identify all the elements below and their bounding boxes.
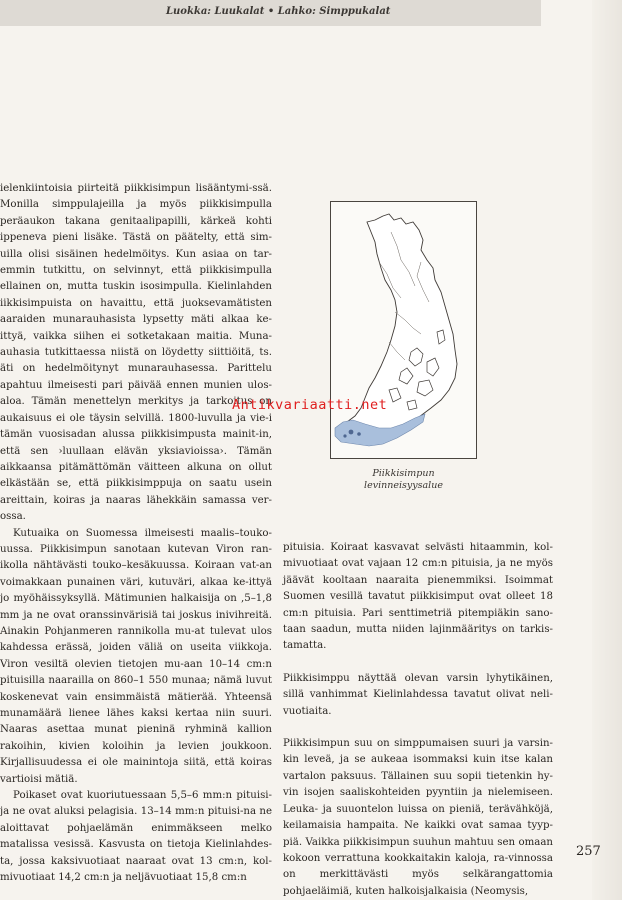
- finland-map-graphic: [331, 202, 476, 458]
- paragraph: Piikkisimppu näyttää olevan varsin lyhytikäinen, sillä vanhimmat Kielinlahdessa tavatut olivat neli-vuotiaita.: [283, 672, 553, 717]
- right-text-column: [283, 540, 553, 900]
- page-edge: [592, 0, 622, 900]
- paragraph: pituisia. Koiraat kasvavat selvästi hitaammin, kol-mivuotiaat ovat vajaan 12 cm:n pituisia, ja ne myös jäävät kooltaan naaraita pienemmiksi. Isoimmat Suomen vesillä tavatut piikkisimput ovat olleet 18 cm:n pituisia. Pari senttimetriä pitempiäkin sano-taan saadun, mutta niiden lajinmääritys on tarkis-tamatta.: [283, 542, 553, 652]
- distribution-island: [343, 434, 346, 437]
- paragraph: Piikkisimpun suu on simppumaisen suuri ja varsin-kin leveä, ja se aukeaa isommaksi kuin itse kalan vartalon paksuus. Tällainen suu sopii tietenkin hy-vin isojen saaliskohteiden pyyntiin ja nielemiseen. Leuka- ja suuontelon luissa on pieniä, terävähköjä, keilamaisia hampaita. Ne kaikki ovat samaa tyyp-piä. Vaikka piikkisimpun suuhun mahtuu sen omaan kokoon verrattuna kookkaitakin kaloja, ra-vinnossa on merkittävästi myös selkärangattomia pohjaeläimiä, kuten halkoisjalkaisia (Neomysis,: [283, 738, 553, 897]
- left-text-column: [0, 181, 272, 886]
- map-caption: [330, 468, 477, 492]
- caption-line: levinneisyysalue: [364, 480, 443, 491]
- running-header-title: Luokka: Luukalat • Lahko: Simppukalat: [166, 6, 391, 17]
- distribution-island: [357, 432, 361, 436]
- page-number: 257: [576, 844, 601, 859]
- paragraph: Poikaset ovat kuoriutuessaan 5,5–6 mm:n pituisi-ja ne ovat aluksi pelagisia. 13–14 mm:n pituisi-na ne aloittavat pohjaelämän enimmäkseen melko matalissa vesissä. Kasvusta on tietoja Kielinlahdes-ta, jossa kaksivuotiaat naaraat ovat 13 cm:n, kol-mivuotiaat 14,2 cm:n ja neljävuotiaat 15,8 cm:n: [0, 790, 272, 884]
- distribution-island: [349, 430, 354, 435]
- paragraph: Kutuaika on Suomessa ilmeisesti maalis–touko-uussa. Piikkisimpun sanotaan kutevan Viron ran-ikolla nähtävästi touko–kesäkuussa. Koiraan vat-an voimakkaan punainen väri, kutuväri, alkaa ke-ittyä jo myöhäissyksyllä. Mätimunien halkaisija on ,5–1,8 mm ja ne ovat oranssinvärisiä tai joskus inivihreitä. Ainakin Pohjanmeren rannikolla mu-at tulevat ulos kahdessa erässä, joiden väliä on useita viikkoja. Viron vesiltä olevien tietojen mu-aan 10–14 cm:n pituisilla naarailla on 860–1 550 munaa; nämä luvut koskenevat vain ensimmäistä mätierää. Yhteensä munamäärä lienee lähes kaksi kertaa niin suuri. Naaras asettaa munat pieninä ryhminä kallion rakoihin, kivien koloihin ja levien joukkoon. Kirjallisuudessa ei ole mainintoja siitä, että koiras vartioisi mätiä.: [0, 527, 272, 785]
- paragraph: ielenkiintoisia piirteitä piikkisimpun lisääntymi-ssä. Monilla simppulajeilla ja myös piikkisimpulla peräaukon takana genitaalipapilli, kärkeä kohti ippeneva pieni lisäke. Tästä on päätelty, että sim-uilla olisi sisäinen hedelmöitys. Kun asiaa on tar-emmin tutkittu, on selvinnyt, että piikkisimpulla ellainen on, mutta tuskin isosimpulla. Kielinlahden iikkisimpuista on havaittu, että juoksevamätisten aaraiden munarauhasista lypsetty mäti alkaa ke-ittyä, vaikka siihen ei sotketakaan maitia. Muna-auhasia tutkittaessa niistä on löydetty siittiöitä, ts. äti on hedelmöitynyt munarauhasessa. Parittelu apahtuu ilmeisesti pari päivää ennen munien ulos-aloa. Tämän menettelyn merkitys ja tarkoitus on aukaisuus ei ole täysin selvillä. 1800-luvulla ja vie-i tämän vuosisadan alussa piikkisimpusta mainit-in, että sen ›luullaan elävän yksiavioissa›. Tämän aikkaansa pitämättömän väitteen alkuna on ollut elkästään se, että piikkisimppuja on saatu usein areittain, koiras ja naaras lähekkäin samassa ver-ossa.: [0, 183, 272, 523]
- running-header: [0, 0, 541, 26]
- caption-line: Piikkisimpun: [372, 468, 435, 479]
- watermark: Antikvariaatti.net: [232, 397, 388, 413]
- distribution-map: [330, 201, 477, 459]
